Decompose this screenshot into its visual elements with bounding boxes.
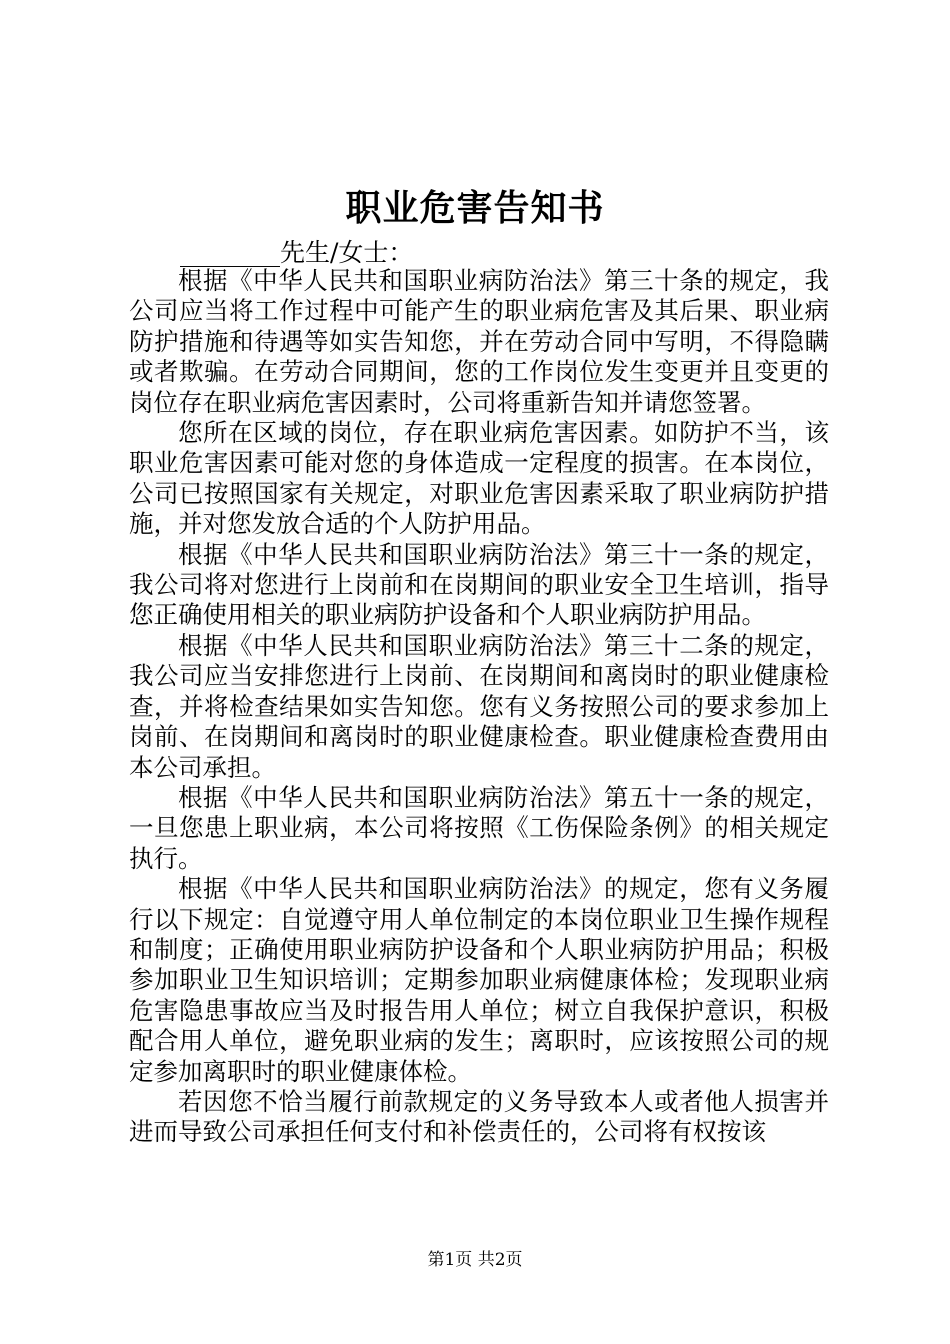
document-body [129, 266, 829, 1148]
salutation: ________先生/女士： [180, 238, 414, 267]
page-footer: 第1页 共2页 [427, 1250, 523, 1270]
paragraph-article-32: 根据《中华人民共和国职业病防治法》第三十二条的规定，我公司应当安排您进行上岗前、在岗期间和离岗时的职业健康检查，并将检查结果如实告知您。您有义务按照公司的要求参加上岗前、在岗期间和离岗时的职业健康检查。职业健康检查费用由本公司承担。 [129, 630, 829, 782]
paragraph-liability: 若因您不恰当履行前款规定的义务导致本人或者他人损害并进而导致公司承担任何支付和补偿责任的，公司将有权按该 [129, 1086, 829, 1147]
paragraph-hazard-factors: 您所在区域的岗位，存在职业病危害因素。如防护不当，该职业危害因素可能对您的身体造成一定程度的损害。在本岗位，公司已按照国家有关规定，对职业危害因素采取了职业病防护措施，并对您发放合适的个人防护用品。 [129, 418, 829, 539]
paragraph-article-51: 根据《中华人民共和国职业病防治法》第五十一条的规定，一旦您患上职业病，本公司将按照《工伤保险条例》的相关规定执行。 [129, 782, 829, 873]
page-title: 职业危害告知书 [345, 187, 605, 229]
paragraph-article-30: 根据《中华人民共和国职业病防治法》第三十条的规定，我公司应当将工作过程中可能产生的职业病危害及其后果、职业病防护措施和待遇等如实告知您，并在劳动合同中写明，不得隐瞒或者欺骗。在劳动合同期间，您的工作岗位发生变更并且变更的岗位存在职业病危害因素时，公司将重新告知并请您签署。 [129, 266, 829, 417]
paragraph-obligations: 根据《中华人民共和国职业病防治法》的规定，您有义务履行以下规定：自觉遵守用人单位制定的本岗位职业卫生操作规程和制度；正确使用职业病防护设备和个人职业病防护用品；积极参加职业卫生知识培训；定期参加职业病健康体检；发现职业病危害隐患事故应当及时报告用人单位；树立自我保护意识，积极配合用人单位，避免职业病的发生；离职时，应该按照公司的规定参加离职时的职业健康体检。 [129, 874, 829, 1086]
paragraph-article-31: 根据《中华人民共和国职业病防治法》第三十一条的规定，我公司将对您进行上岗前和在岗期间的职业安全卫生培训，指导您正确使用相关的职业病防护设备和个人职业病防护用品。 [129, 539, 829, 630]
